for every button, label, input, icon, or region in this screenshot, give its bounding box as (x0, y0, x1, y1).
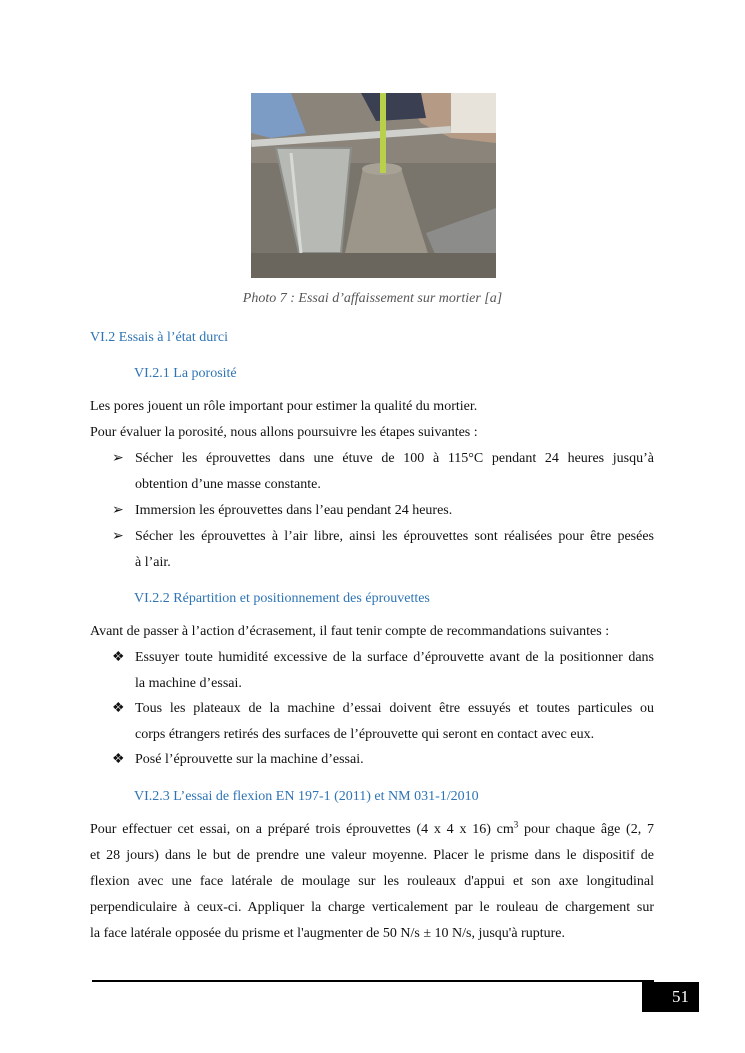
slump-test-photo (251, 93, 496, 278)
section-heading-vi21: VI.2.1 La porosité (134, 366, 237, 381)
list-item-text: Sécher les éprouvettes dans une étuve de 100 à 115°C pendant 24 heures jusqu’à (135, 451, 654, 466)
photo-caption: Photo 7 : Essai d’affaissement sur mortier [a] (242, 291, 503, 306)
list-item-text: à l’air. (135, 555, 171, 570)
porosity-line-1: Les pores jouent un rôle important pour estimer la qualité du mortier. (90, 399, 478, 414)
slump-cone-photo-icon (251, 93, 496, 278)
list-item-text: Tous les plateaux de la machine d’essai doivent être essuyés et toutes particules ou (135, 701, 654, 716)
flexion-paragraph (90, 817, 654, 947)
list-item-text: Immersion les éprouvettes dans l’eau pendant 24 heures. (135, 503, 453, 518)
list-item-text: obtention d’une masse constante. (135, 477, 321, 492)
list-item-text: Sécher les éprouvettes à l’air libre, ainsi les éprouvettes sont réalisées pour être pesées (135, 529, 654, 544)
flexion-line-3: flexion avec une face latérale de moulage sur les rouleaux d'appui et son axe longitudinal (90, 874, 654, 889)
list-item-text: la machine d’essai. (135, 676, 242, 691)
flexion-text: Pour effectuer cet essai, on a préparé trois éprouvettes (4 x 4 x 16) cm (90, 822, 514, 837)
positioning-intro (90, 619, 654, 645)
arrow-bullet-icon: ➢ (112, 529, 124, 544)
porosity-line-2: Pour évaluer la porosité, nous allons poursuivre les étapes suivantes : (90, 425, 478, 440)
section-heading-vi23: VI.2.3 L’essai de flexion EN 197-1 (2011) et NM 031-1/2010 (134, 789, 479, 804)
arrow-bullet-icon: ➢ (112, 451, 124, 466)
diamond-bullet-icon: ❖ (112, 701, 125, 716)
diamond-bullet-icon: ❖ (112, 650, 125, 665)
list-item-text: Posé l’éprouvette sur la machine d’essai. (135, 752, 364, 767)
porosity-paragraph (90, 394, 654, 446)
flexion-text: pour chaque âge (2, 7 (518, 822, 654, 837)
superscript: 3 (513, 819, 519, 830)
list-item-text: Essuyer toute humidité excessive de la surface d’éprouvette avant de la positionner dans (135, 650, 654, 665)
flexion-line-1 (90, 817, 654, 843)
footer-divider (92, 980, 654, 982)
flexion-line-2: et 28 jours) dans le but de prendre une valeur moyenne. Placer le prisme dans le dispositif de (90, 848, 654, 863)
section-heading-vi22: VI.2.2 Répartition et positionnement des éprouvettes (134, 591, 430, 606)
arrow-bullet-icon: ➢ (112, 503, 124, 518)
positioning-intro-text: Avant de passer à l’action d’écrasement, il faut tenir compte de recommandations suivantes : (90, 624, 610, 639)
page-number: 51 (642, 982, 699, 1012)
section-heading-vi2: VI.2 Essais à l’état durci (90, 330, 229, 345)
flexion-line-5: la face latérale opposée du prisme et l'augmenter de 50 N/s ± 10 N/s, jusqu'à rupture. (90, 926, 565, 941)
diamond-bullet-icon: ❖ (112, 752, 125, 767)
flexion-line-4: perpendiculaire à ceux-ci. Appliquer la charge verticalement par le rouleau de chargement sur (90, 900, 654, 915)
list-item-text: corps étrangers retirés des surfaces de l’éprouvette qui seront en contact avec eux. (135, 727, 595, 742)
